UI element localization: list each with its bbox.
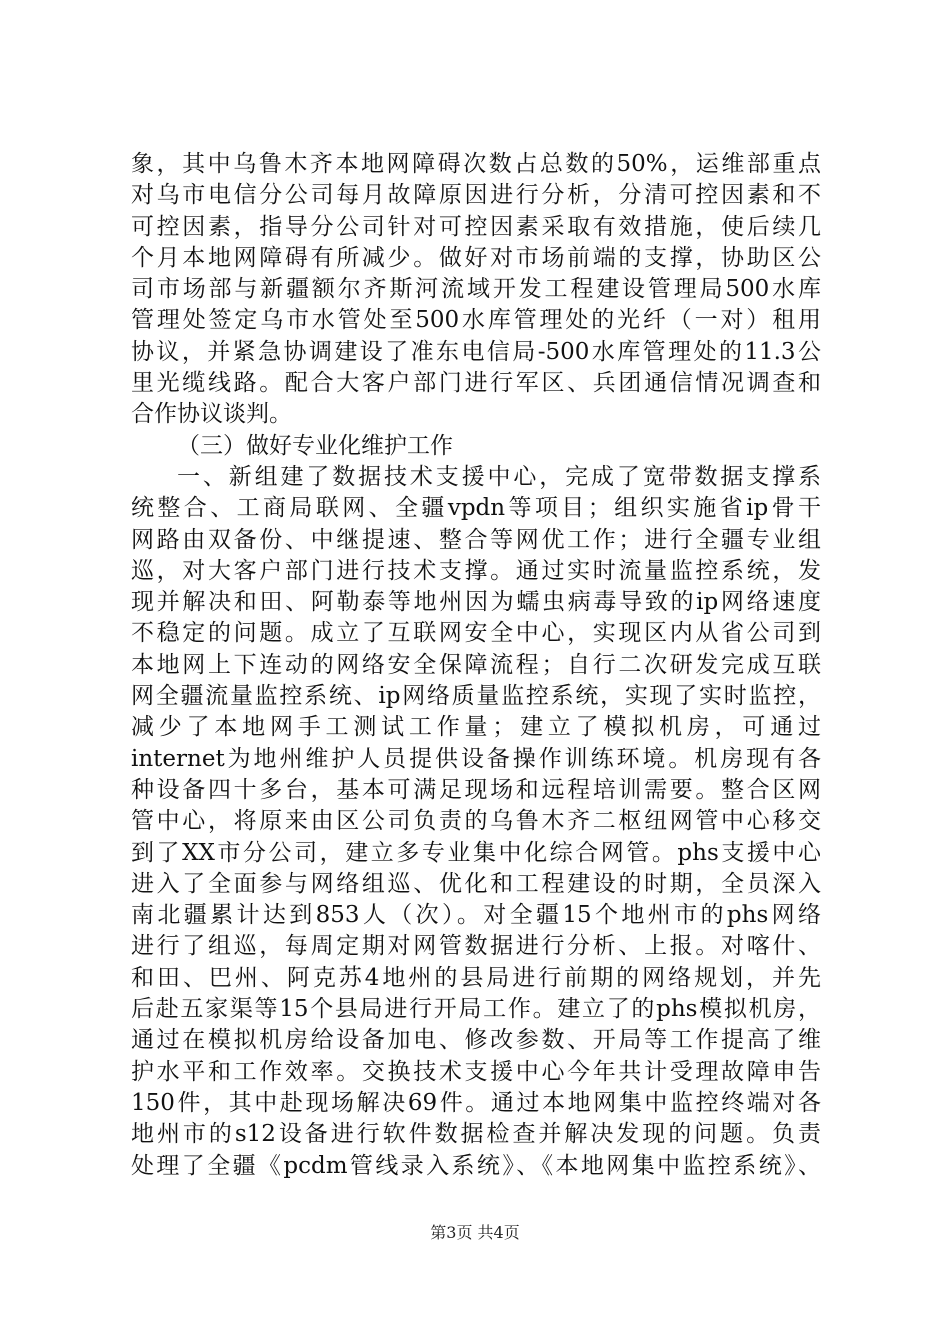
- text-line: 本地网上下连动的网络安全保障流程；自行二次研发完成互联: [131, 651, 821, 678]
- text-line: 网全疆流量监控系统、ip网络质量监控系统，实现了实时监控，: [131, 683, 821, 710]
- text-line: 一、新组建了数据技术支援中心，完成了宽带数据支撑系: [177, 463, 821, 490]
- text-line: 合作协议谈判。: [131, 401, 292, 428]
- page-number: 第3页 共4页: [430, 1223, 520, 1242]
- text-line: internet为地州维护人员提供设备操作训练环境。机房现有各: [131, 745, 821, 772]
- text-line: 可控因素，指导分公司针对可控因素采取有效措施，使后续几: [131, 213, 821, 240]
- text-line: 护水平和工作效率。交换技术支援中心今年共计受理故障申告: [131, 1058, 821, 1085]
- text-line: 统整合、工商局联网、全疆vpdn等项目；组织实施省ip骨干: [131, 495, 821, 522]
- text-line: 处理了全疆《pcdm管线录入系统》、《本地网集中监控系统》、: [131, 1152, 821, 1179]
- text-line: 150件，其中赴现场解决69件。通过本地网集中监控终端对各: [131, 1089, 821, 1116]
- body-text: [131, 149, 821, 1182]
- text-line: 后赴五家渠等15个县局进行开局工作。建立了的phs模拟机房，: [131, 996, 821, 1023]
- page-footer: [0, 1223, 950, 1243]
- section-heading: （三）做好专业化维护工作: [177, 432, 453, 459]
- text-line: 里光缆线路。配合大客户部门进行军区、兵团通信情况调查和: [131, 370, 821, 397]
- text-line: 现并解决和田、阿勒泰等地州因为蠕虫病毒导致的ip网络速度: [131, 589, 821, 616]
- text-line: 不稳定的问题。成立了互联网安全中心，实现区内从省公司到: [131, 620, 821, 647]
- text-line: 减少了本地网手工测试工作量；建立了模拟机房，可通过: [131, 714, 821, 741]
- text-line: 管中心，将原来由区公司负责的乌鲁木齐二枢纽网管中心移交: [131, 808, 821, 835]
- text-line: 个月本地网障碍有所减少。做好对市场前端的支撑，协助区公: [131, 244, 821, 271]
- text-line: 和田、巴州、阿克苏4地州的县局进行前期的网络规划，并先: [131, 964, 821, 991]
- text-line: 管理处签定乌市水管处至500水库管理处的光纤（一对）租用: [131, 307, 821, 334]
- text-line: 协议，并紧急协调建设了准东电信局-500水库管理处的11.3公: [131, 338, 821, 365]
- text-line: 司市场部与新疆额尔齐斯河流域开发工程建设管理局500水库: [131, 276, 821, 303]
- text-line: 进行了组巡，每周定期对网管数据进行分析、上报。对喀什、: [131, 933, 821, 960]
- text-line: 地州市的s12设备进行软件数据检查并解决发现的问题。负责: [131, 1121, 821, 1148]
- text-line: 通过在模拟机房给设备加电、修改参数、开局等工作提高了维: [131, 1027, 821, 1054]
- text-line: 种设备四十多台，基本可满足现场和远程培训需要。整合区网: [131, 776, 821, 803]
- text-line: 到了XX市分公司，建立多专业集中化综合网管。phs支援中心: [131, 839, 821, 866]
- text-line: 巡，对大客户部门进行技术支撑。通过实时流量监控系统，发: [131, 557, 821, 584]
- text-line: 南北疆累计达到853人（次）。对全疆15个地州市的phs网络: [131, 902, 821, 929]
- text-line: 进入了全面参与网络组巡、优化和工程建设的时期，全员深入: [131, 870, 821, 897]
- text-line: 网路由双备份、中继提速、整合等网优工作；进行全疆专业组: [131, 526, 821, 553]
- text-line: 象，其中乌鲁木齐本地网障碍次数占总数的50%，运维部重点: [131, 151, 821, 177]
- text-line: 对乌市电信分公司每月故障原因进行分析，分清可控因素和不: [131, 182, 821, 209]
